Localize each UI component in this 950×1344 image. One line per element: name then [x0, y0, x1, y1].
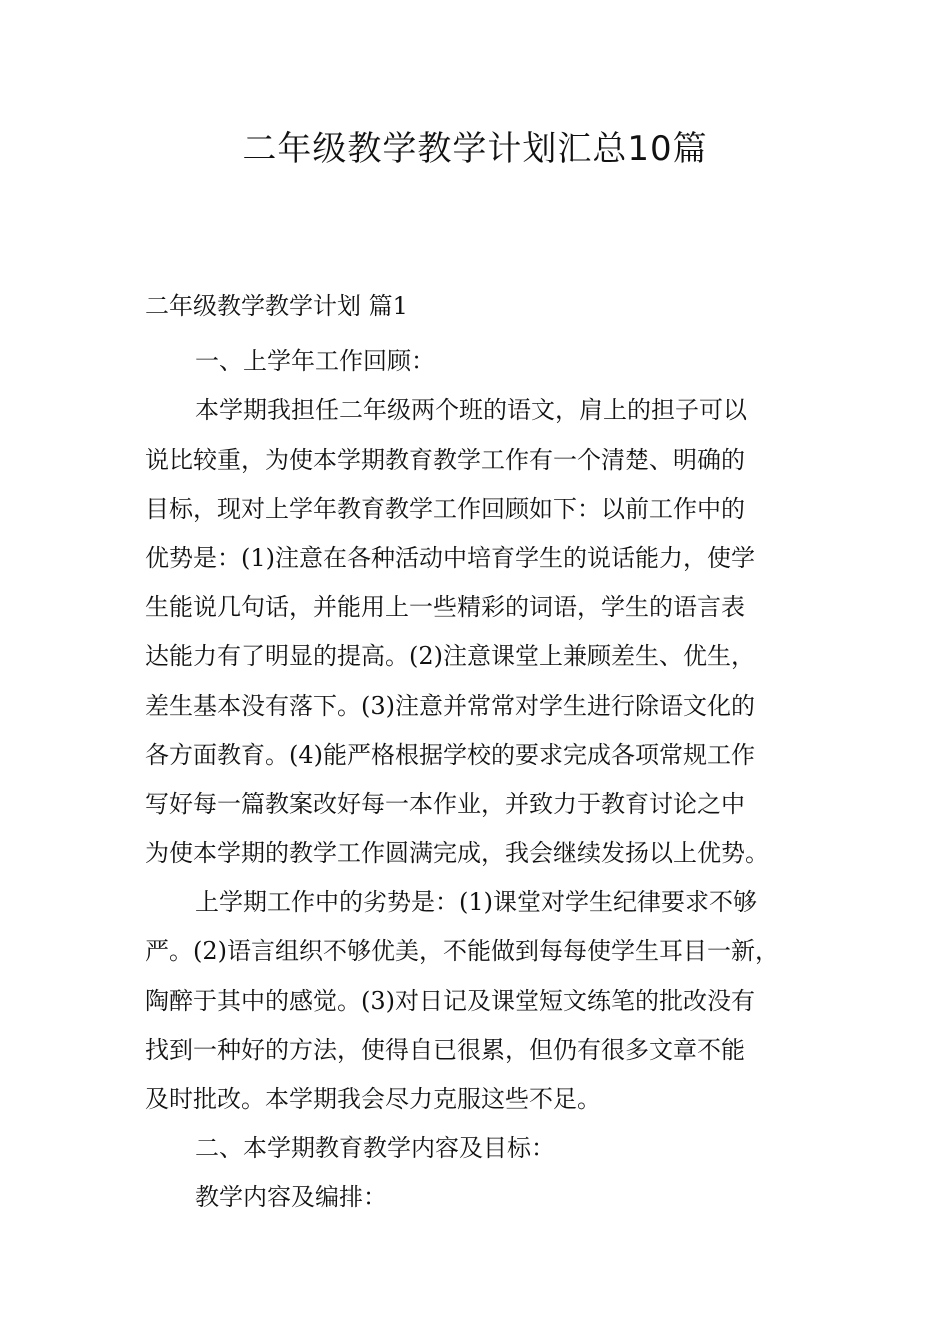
paragraph-line: 为使本学期的教学工作圆满完成，我会继续发扬以上优势。 — [145, 839, 769, 868]
paragraph-line: 达能力有了明显的提高。(2)注意课堂上兼顾差生、优生， — [145, 642, 755, 671]
paragraph-line: 及时批改。本学期我会尽力克服这些不足。 — [145, 1085, 601, 1113]
paragraph-line: 教学内容及编排： — [195, 1183, 387, 1212]
paragraph-line: 上学期工作中的劣势是：(1)课堂对学生纪律要求不够 — [195, 888, 757, 917]
paragraph-line: 写好每一篇教案改好每一本作业，并致力于教育讨论之中 — [145, 789, 745, 818]
paragraph-line: 二、本学期教育教学内容及目标： — [195, 1134, 555, 1163]
paragraph-line: 陶醉于其中的感觉。(3)对日记及课堂短文练笔的批改没有 — [145, 986, 755, 1015]
document-body — [145, 282, 825, 1223]
paragraph-line: 差生基本没有落下。(3)注意并常常对学生进行除语文化的 — [145, 691, 755, 720]
paragraph-line: 一、上学年工作回顾： — [195, 347, 435, 376]
paragraph-line: 说比较重，为使本学期教育教学工作有一个清楚、明确的 — [145, 445, 745, 474]
paragraph-line: 找到一种好的方法，使得自已很累，但仍有很多文章不能 — [145, 1035, 745, 1064]
paragraph-line: 各方面教育。(4)能严格根据学校的要求完成各项常规工作 — [145, 740, 755, 769]
section-heading: 二年级教学教学计划 篇1 — [145, 292, 408, 320]
paragraph-line: 严。(2)语言组织不够优美，不能做到每每使学生耳目一新， — [145, 937, 779, 966]
document-title: 二年级教学教学计划汇总10篇 — [242, 129, 708, 169]
paragraph-line: 目标，现对上学年教育教学工作回顾如下：以前工作中的 — [145, 494, 745, 523]
paragraph-line: 本学期我担任二年级两个班的语文，肩上的担子可以 — [195, 396, 747, 425]
paragraph-line: 生能说几句话，并能用上一些精彩的词语，学生的语言表 — [145, 593, 745, 622]
paragraph-line: 优势是：(1)注意在各种活动中培育学生的说话能力，使学 — [145, 543, 755, 572]
